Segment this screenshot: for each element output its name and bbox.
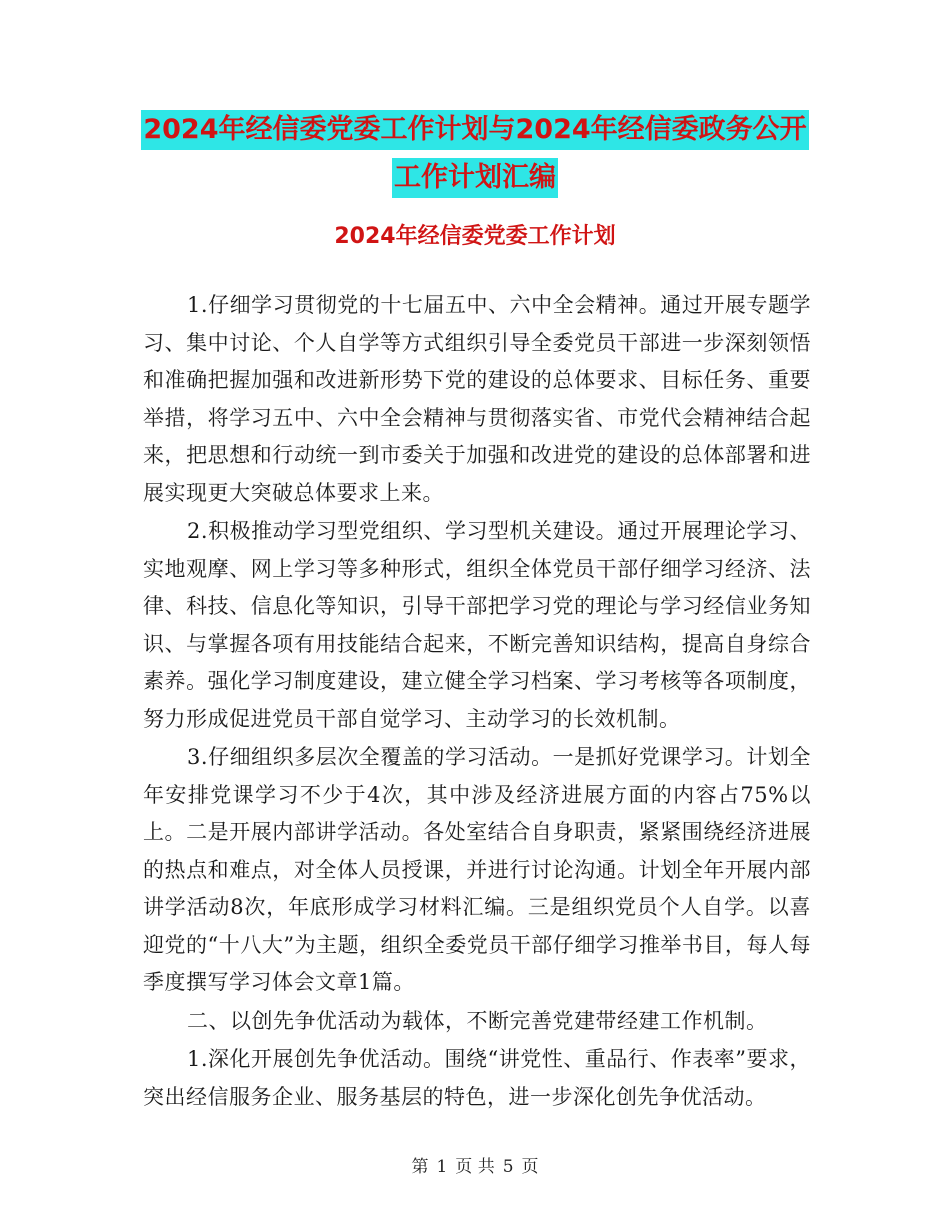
paragraph-4: 二、以创先争优活动为载体，不断完善党建带经建工作机制。 (187, 1008, 768, 1033)
document-title-line-1: 2024年经信委党委工作计划与2024年经信委政务公开 (141, 110, 808, 150)
paragraph-3: 3.仔细组织多层次全覆盖的学习活动。一是抓好党课学习。计划全年安排党课学习不少于4次，其中涉及经济进展方面的内容占75%以上。二是开展内部讲学活动。各处室结合自身职责，紧紧围绕经济进展的热点和难点，对全体人员授课，并进行讨论沟通。计划全年开展内部讲学活动8次，年底形成学习材料汇编。三是组织党员个人自学。以喜迎党的“十八大”为主题，组织全委党员干部仔细学习推举书目，每人每季度撰写学习体会文章1篇。 (143, 745, 811, 994)
page-label-suffix: 页 (521, 1157, 539, 1177)
page-label-mid: 页 共 (455, 1157, 495, 1177)
document-title-line-2: 工作计划汇编 (392, 158, 558, 198)
document-title (0, 110, 950, 198)
document-body (143, 287, 811, 1117)
paragraph-5: 1.深化开展创先争优活动。围绕“讲党性、重品行、作表率”要求，突出经信服务企业、服务基层的特色，进一步深化创先争优活动。 (143, 1047, 812, 1109)
paragraph-1: 1.仔细学习贯彻党的十七届五中、六中全会精神。通过开展专题学习、集中讨论、个人自学等方式组织引导全委党员干部进一步深刻领悟和准确把握加强和改进新形势下党的建设的总体要求、目标任务、重要举措，将学习五中、六中全会精神与贯彻落实省、市党代会精神结合起来，把思想和行动统一到市委关于加强和改进党的建设的总体部署和进展实现更大突破总体要求上来。 (143, 293, 811, 505)
total-pages-number: 5 (502, 1157, 514, 1177)
page-label-prefix: 第 (411, 1157, 429, 1177)
page-footer (0, 1152, 950, 1177)
section-title: 2024年经信委党委工作计划 (334, 224, 616, 249)
paragraph-2: 2.积极推动学习型党组织、学习型机关建设。通过开展理论学习、实地观摩、网上学习等多种形式，组织全体党员干部仔细学习经济、法律、科技、信息化等知识，引导干部把学习党的理论与学习经信业务知识、与掌握各项有用技能结合起来，不断完善知识结构，提高自身综合素养。强化学习制度建设，建立健全学习档案、学习考核等各项制度，努力形成促进党员干部自觉学习、主动学习的长效机制。 (143, 519, 811, 731)
current-page-number: 1 (436, 1157, 448, 1177)
